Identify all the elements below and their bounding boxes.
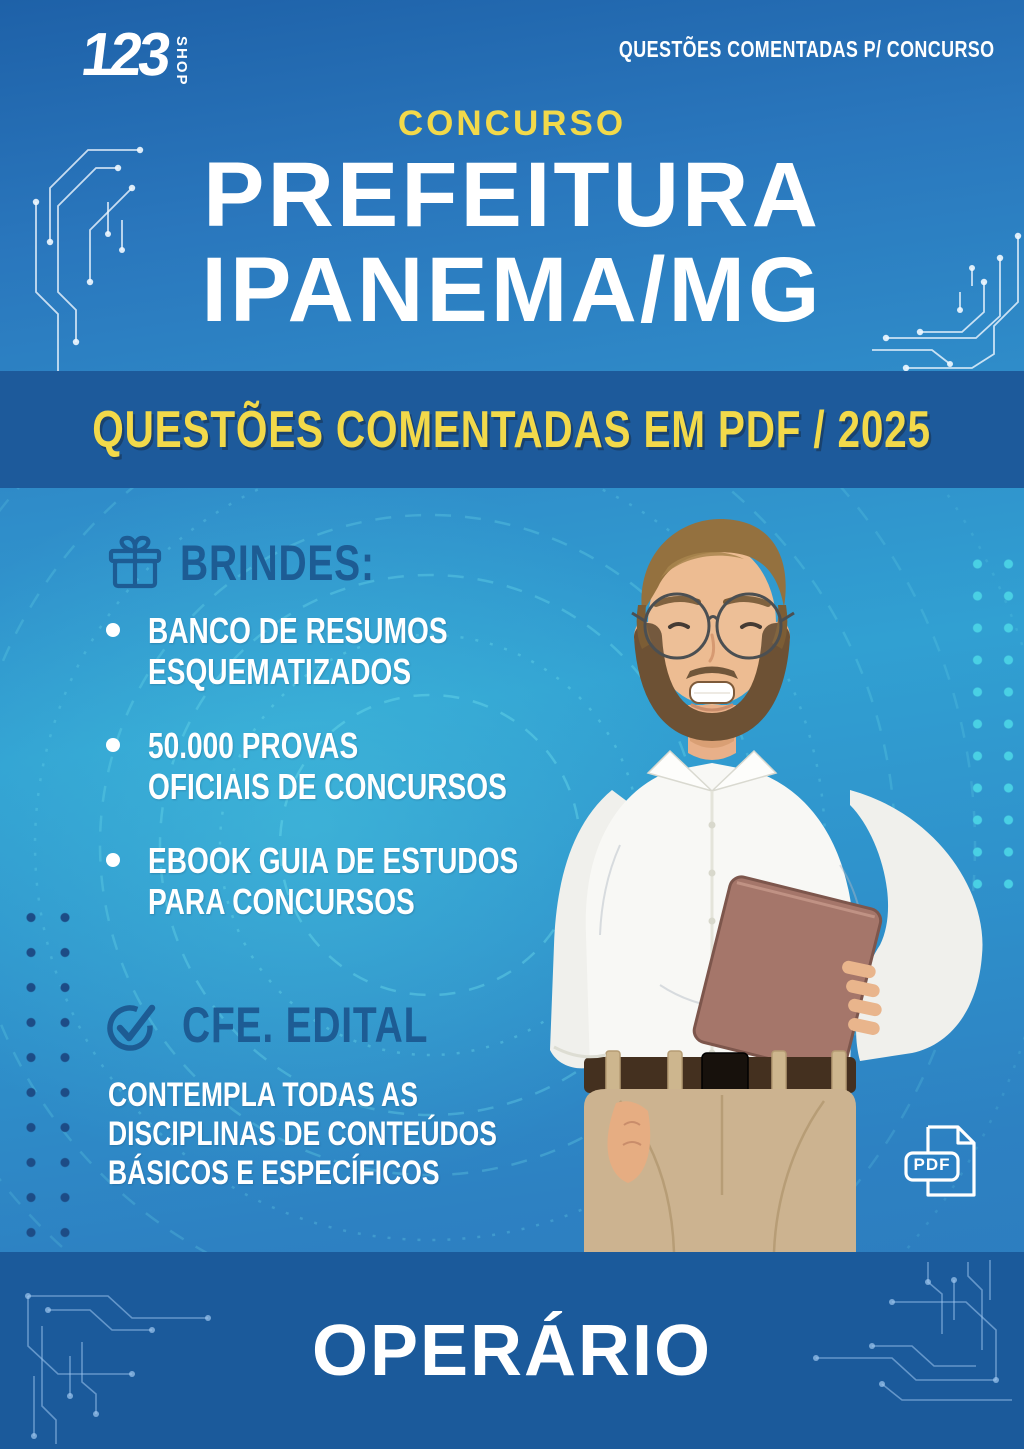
edital-line-1: CONTEMPLA TODAS AS [108, 1076, 418, 1114]
pdf-year-ribbon [0, 371, 1024, 488]
circuit-decoration-top-left [0, 142, 150, 392]
kicker-label: CONCURSO [397, 104, 627, 143]
page-title [0, 144, 1024, 341]
pdf-icon-label: PDF [913, 1155, 951, 1174]
brindes-section-heading [106, 534, 430, 592]
list-item-text: BANCO DE RESUMOS ESQUEMATIZADOS [148, 610, 448, 692]
dot-grid-left [12, 898, 80, 1248]
edital-section-heading [104, 996, 498, 1054]
top-tagline [513, 36, 995, 63]
footer-role-label: OPERÁRIO [311, 1310, 713, 1391]
bullet-dot-icon [106, 738, 120, 752]
bullet-dot-icon [106, 853, 120, 867]
circuit-decoration-bottom-right [772, 1260, 1012, 1446]
check-circle-icon [104, 996, 164, 1054]
circuit-decoration-bottom-left [12, 1286, 252, 1446]
list-item-text: 50.000 PROVAS OFICIAIS DE CONCURSOS [148, 725, 507, 807]
123-shop-logo [77, 20, 190, 89]
gift-icon [106, 534, 164, 592]
brindes-list [106, 610, 623, 955]
circuit-decoration-right [872, 228, 1024, 380]
list-item-text: EBOOK GUIA DE ESTUDOS PARA CONCURSOS [148, 840, 519, 922]
footer-role-band [0, 1252, 1024, 1449]
list-item [106, 840, 623, 922]
title-line-2: IPANEMA/MG [201, 239, 823, 341]
list-item [106, 725, 623, 807]
edital-heading-label: CFE. EDITAL [182, 997, 429, 1053]
bullet-dot-icon [106, 623, 120, 637]
edital-description [108, 1076, 607, 1193]
logo-word: SHOP [172, 36, 190, 87]
brindes-heading-label: BRINDES: [180, 535, 375, 591]
pdf-file-icon [902, 1122, 986, 1202]
edital-line-3: BÁSICOS E ESPECÍFICOS [108, 1154, 440, 1192]
pdf-year-ribbon-text: QUESTÕES COMENTADAS EM PDF / 2025 [92, 400, 932, 459]
list-item [106, 610, 623, 692]
top-tagline-text: QUESTÕES COMENTADAS P/ CONCURSO [618, 36, 994, 62]
edital-line-2: DISCIPLINAS DE CONTEÚDOS [108, 1115, 498, 1153]
title-line-1: PREFEITURA [203, 144, 821, 246]
logo-number: 123 [77, 20, 172, 89]
